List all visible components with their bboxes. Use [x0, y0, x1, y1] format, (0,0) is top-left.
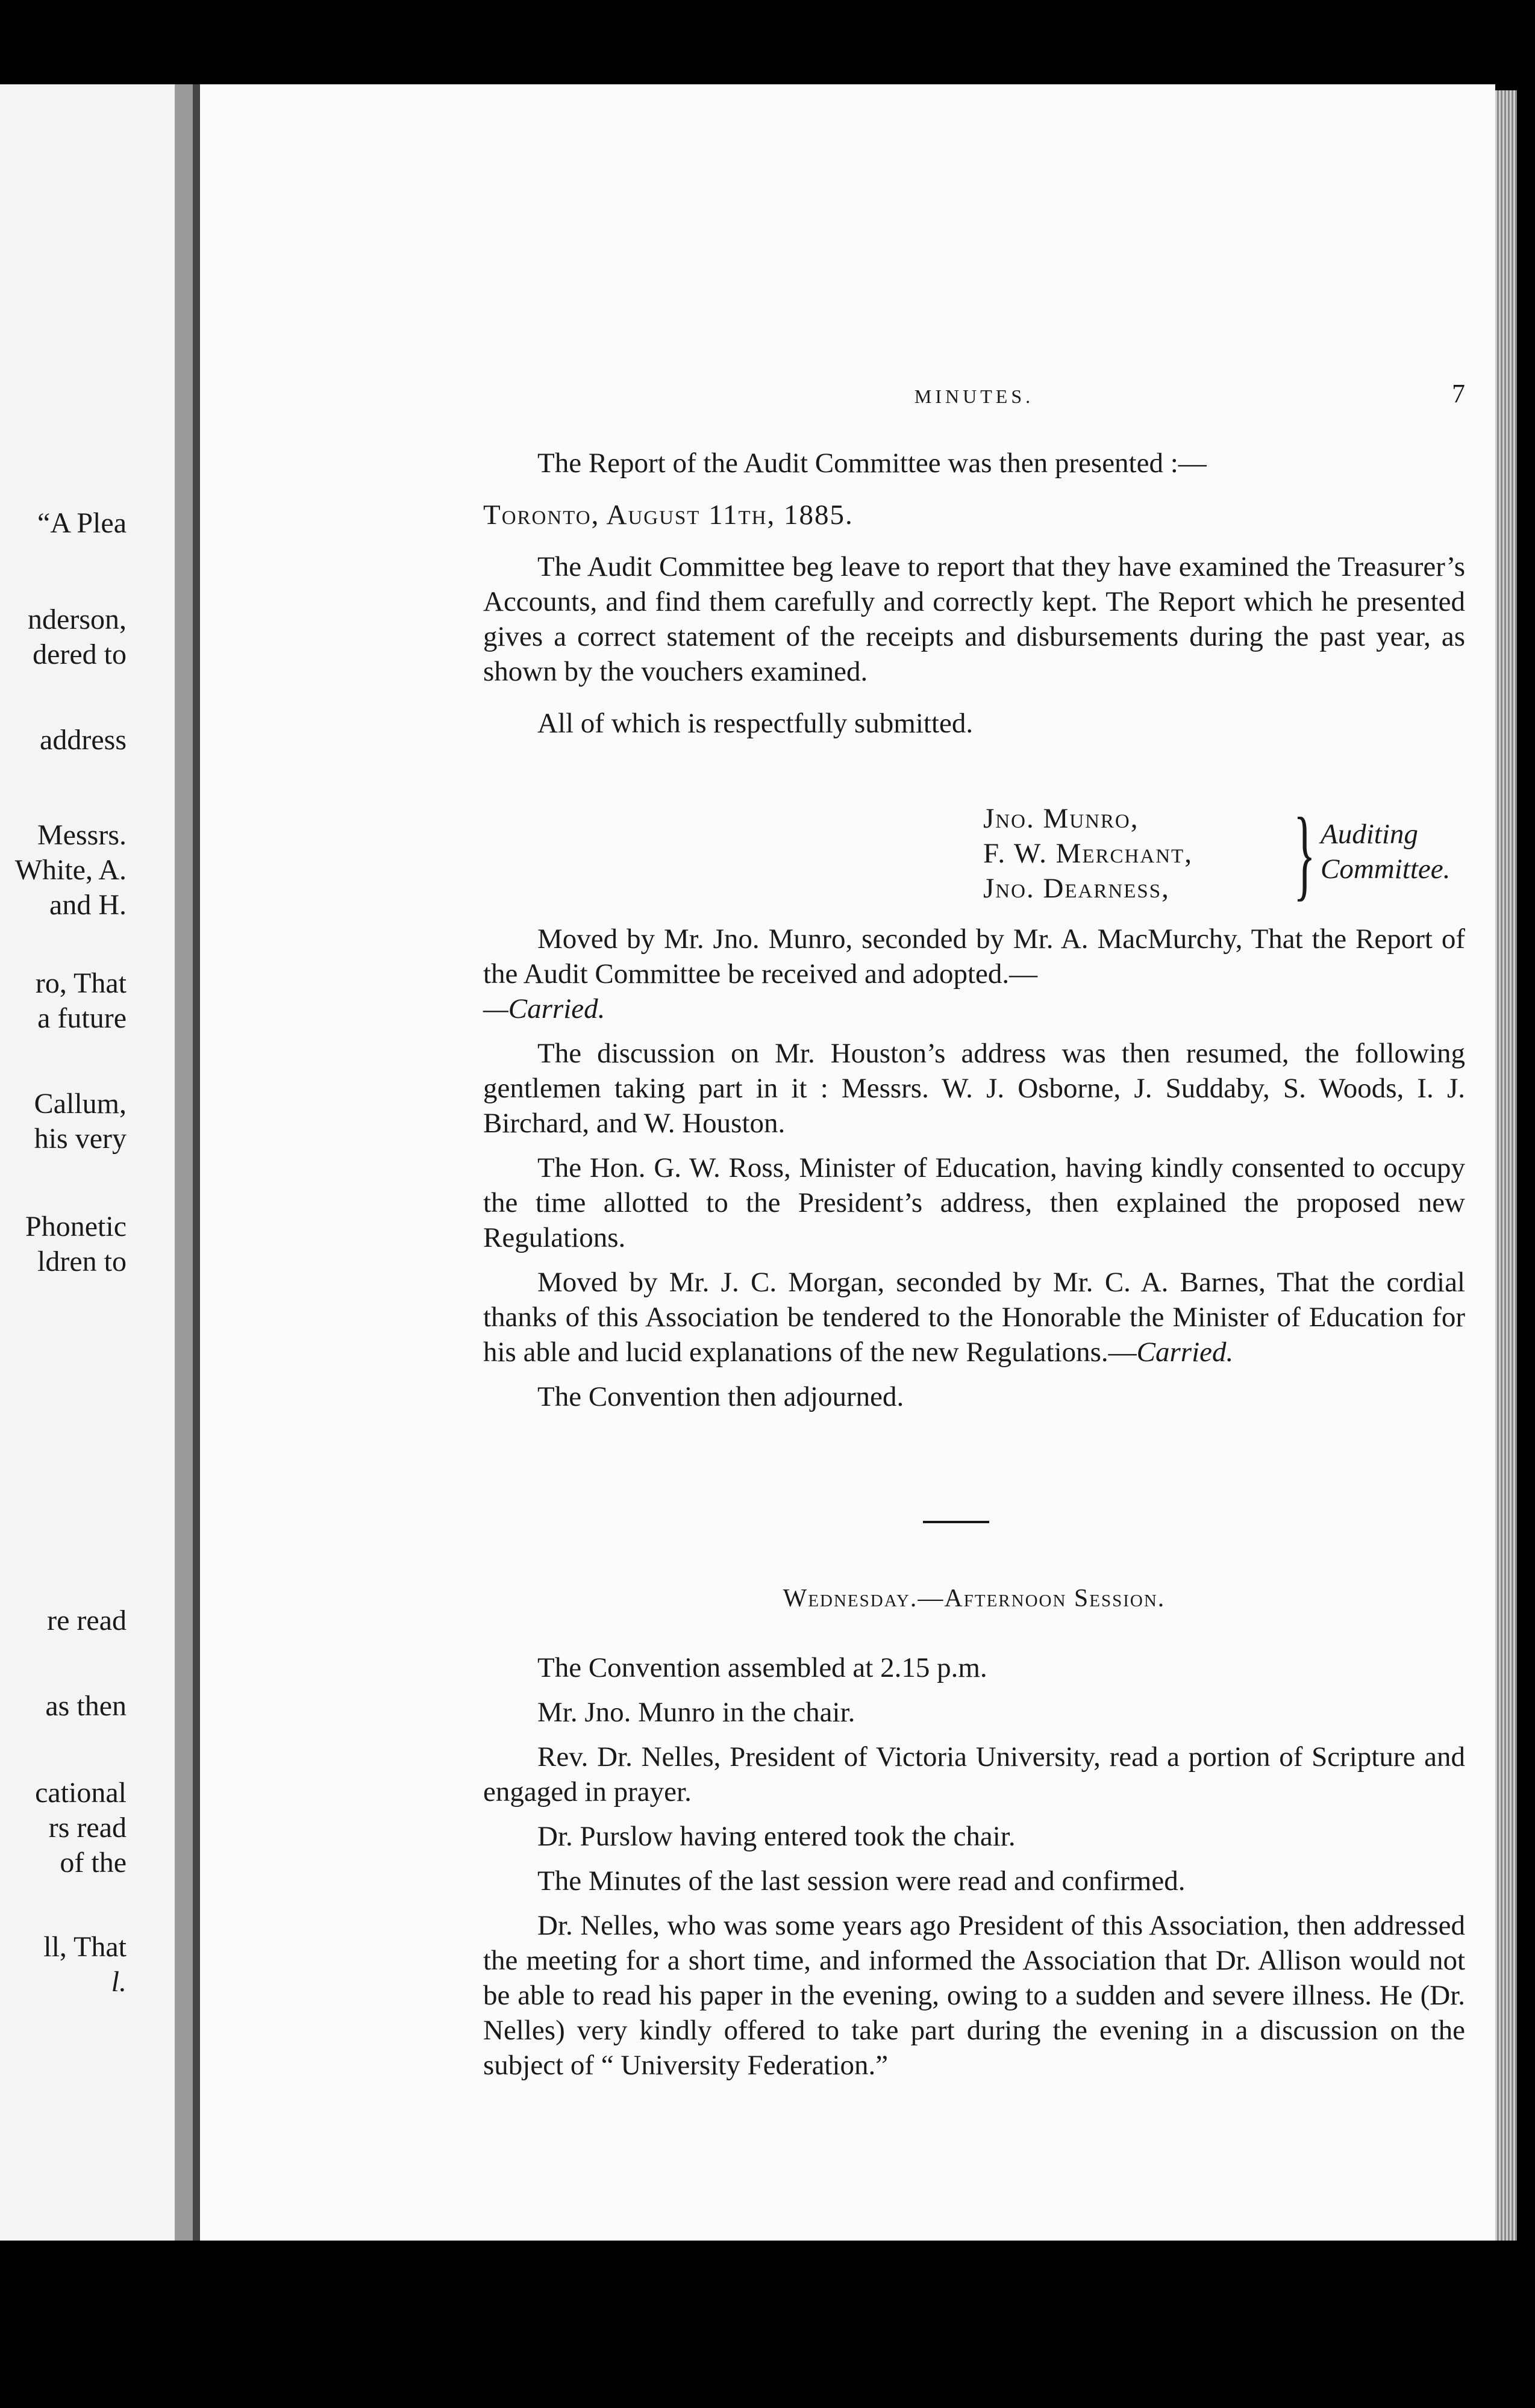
paragraph: The Audit Committee beg leave to report that they have examined the Treasurer’s Accounts, and find them carefully and correctly kept. The Report which he presented gives a correct statement of the receipts and disbursements during the past year, as shown by the vouchers examined.	[483, 551, 1465, 687]
left-fragment: nderson,	[28, 604, 127, 635]
book-gutter	[175, 84, 193, 2241]
paragraph: The Report of the Audit Committee was then presented :—	[537, 448, 1207, 479]
paragraph	[483, 1265, 1465, 1370]
block-motions	[483, 922, 1465, 1414]
signatory: Jno. Dearness,	[983, 873, 1170, 904]
left-fragment: l.	[111, 1966, 127, 1998]
left-fragment: dered to	[33, 638, 127, 670]
left-fragment: Messrs.	[37, 819, 127, 851]
left-fragment: re read	[47, 1605, 127, 1636]
left-fragment: rs read	[48, 1812, 127, 1844]
left-fragment: cational	[35, 1777, 127, 1809]
signature-block	[983, 797, 1451, 910]
paragraph: Rev. Dr. Nelles, President of Victoria University, read a portion of Scripture and engaged in prayer.	[483, 1741, 1465, 1808]
left-fragment: White, A.	[14, 854, 127, 886]
left-fragment: Phonetic	[25, 1211, 127, 1243]
left-fragment: “A Plea	[37, 507, 127, 539]
carried-text: Carried.	[1136, 1337, 1234, 1368]
signatory: Jno. Munro,	[983, 803, 1139, 834]
left-fragment: address	[40, 724, 127, 756]
gutter-shadow	[193, 84, 200, 2241]
paragraph: All of which is respectfully submitted.	[537, 708, 974, 739]
left-fragment: and H.	[49, 889, 127, 921]
paragraph: The Convention then adjourned.	[537, 1381, 904, 1412]
scan-border	[0, 2241, 1535, 2408]
paragraph: The discussion on Mr. Houston’s address was then resumed, the following gentlemen taking part in it : Messrs. W. J. Osborne, J. Suddaby, S. Woods, I. J. Birchard, and W. Houston.	[483, 1038, 1465, 1139]
left-fragment: as then	[45, 1690, 127, 1722]
left-fragment: ro, That	[35, 967, 127, 999]
page-edge	[1495, 90, 1517, 2247]
paragraph: The Convention assembled at 2.15 p.m.	[537, 1652, 987, 1683]
left-fragment: his very	[34, 1123, 127, 1155]
left-page-fragment	[0, 84, 175, 2241]
motion-text: Moved by Mr. J. C. Morgan, seconded by Mr. C. A. Barnes, That the cordial thanks of this Association be tendered to the Honorable the Minister of Education for his able and lucid explanations of the new Regulations.—	[483, 1267, 1465, 1368]
committee-label-line: Committee.	[1321, 853, 1451, 885]
block-afternoon-session	[483, 1650, 1465, 2083]
left-fragment: ldren to	[37, 1246, 127, 1277]
dateline: Toronto, August 11th, 1885.	[483, 499, 854, 531]
carried-line: —Carried.	[483, 993, 605, 1025]
brace-icon: }	[1293, 797, 1316, 910]
left-fragment: a future	[37, 1002, 127, 1034]
running-head: MINUTES.	[914, 385, 1034, 407]
left-fragment: Callum,	[34, 1088, 127, 1120]
section-divider	[923, 1521, 989, 1523]
left-fragment: ll, That	[43, 1931, 127, 1963]
paragraph: Dr. Purslow having entered took the chair.	[537, 1821, 1016, 1852]
paragraph: Dr. Nelles, who was some years ago President of this Association, then addressed the meeting for a short time, and informed the Association that Dr. Allison would not be able to read his paper in the evening, owing to a sudden and severe illness. He (Dr. Nelles) very kindly offered to take part during the evening in a discussion on the subject of “ University Federation.”	[483, 1910, 1465, 2081]
paragraph: The Hon. G. W. Ross, Minister of Education, having kindly consented to occupy the time allotted to the President’s address, then explained the proposed new Regulations.	[483, 1152, 1465, 1253]
left-fragment: of the	[60, 1847, 127, 1879]
committee-label-line: Auditing	[1321, 819, 1418, 850]
paragraph: The Minutes of the last session were read and confirmed.	[537, 1865, 1186, 1897]
signatory: F. W. Merchant,	[983, 838, 1193, 869]
page-number: 7	[1452, 379, 1465, 408]
block-audit-report	[483, 446, 1465, 741]
session-heading: Wednesday.—Afternoon Session.	[783, 1585, 1166, 1612]
paragraph: Moved by Mr. Jno. Munro, seconded by Mr. A. MacMurchy, That the Report of the Audit Committee be received and adopted.—	[483, 923, 1465, 990]
committee-label	[1321, 817, 1450, 887]
main-page	[200, 84, 1495, 2253]
paragraph: Mr. Jno. Munro in the chair.	[537, 1697, 855, 1728]
